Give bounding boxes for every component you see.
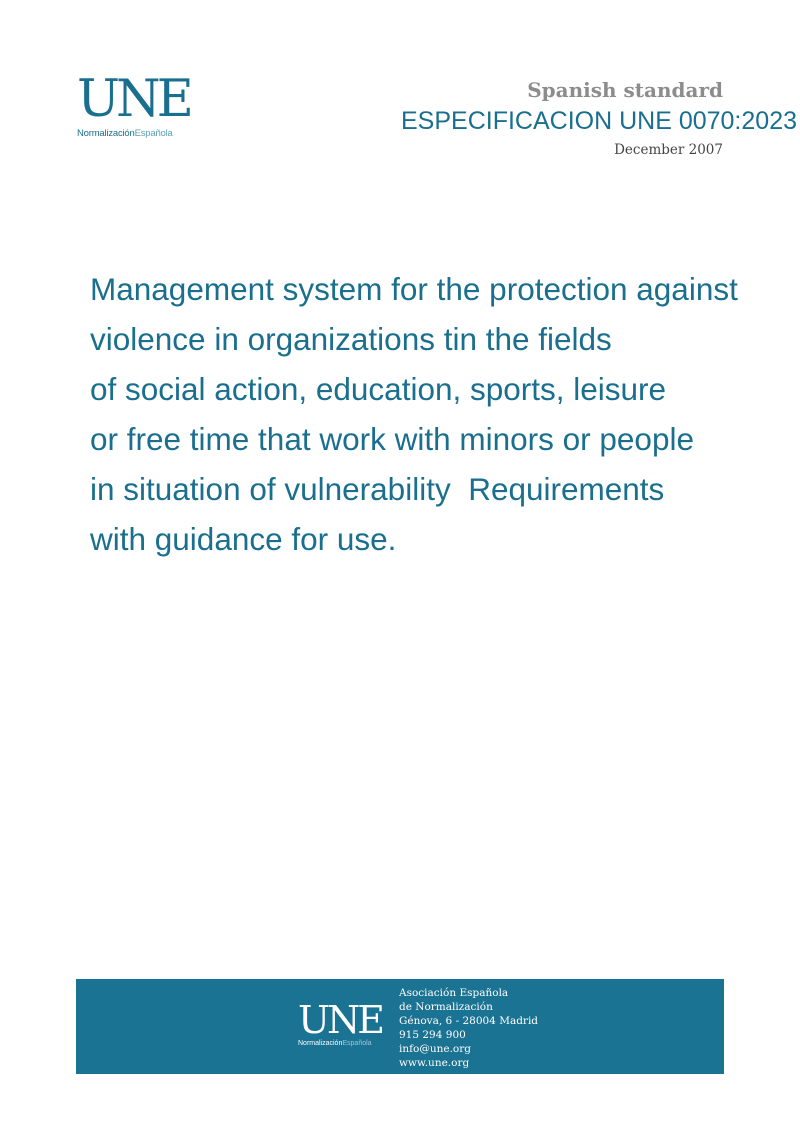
footer-une-logo-mark: UNE bbox=[298, 998, 383, 1042]
title-line: or free time that work with minors or people bbox=[90, 421, 694, 457]
title-line: with guidance for use. bbox=[90, 521, 397, 557]
footer-contact-info bbox=[399, 986, 538, 1070]
org-email: info@une.org bbox=[399, 1043, 471, 1055]
une-logo bbox=[77, 70, 197, 144]
org-address: Génova, 6 - 28004 Madrid bbox=[399, 1015, 539, 1027]
org-website: www.une.org bbox=[399, 1057, 470, 1069]
standard-code: ESPECIFICACION UNE 0070:2023 bbox=[401, 107, 797, 135]
footer-une-logo bbox=[298, 998, 388, 1047]
org-name-line-2: de Normalización bbox=[399, 1001, 493, 1013]
title-line: violence in organizations tin the fields bbox=[90, 321, 612, 357]
publication-date: December 2007 bbox=[614, 142, 723, 158]
footer-tagline-normalizacion: Normalización bbox=[298, 1040, 343, 1047]
org-name-line-1: Asociación Española bbox=[399, 987, 509, 999]
document-type: Spanish standard bbox=[527, 78, 723, 102]
document-title bbox=[90, 264, 790, 564]
une-logo-tagline bbox=[77, 128, 197, 139]
title-line: of social action, education, sports, leisure bbox=[90, 371, 667, 407]
une-logo-mark: UNE bbox=[77, 70, 190, 129]
title-line: Management system for the protection against bbox=[90, 271, 738, 307]
tagline-espanola: Española bbox=[134, 128, 173, 139]
tagline-normalizacion: Normalización bbox=[77, 128, 135, 139]
org-phone: 915 294 900 bbox=[399, 1029, 466, 1041]
footer-banner bbox=[76, 979, 724, 1074]
title-line: in situation of vulnerability Requirements bbox=[90, 471, 665, 507]
footer-tagline-espanola: Española bbox=[342, 1040, 372, 1047]
